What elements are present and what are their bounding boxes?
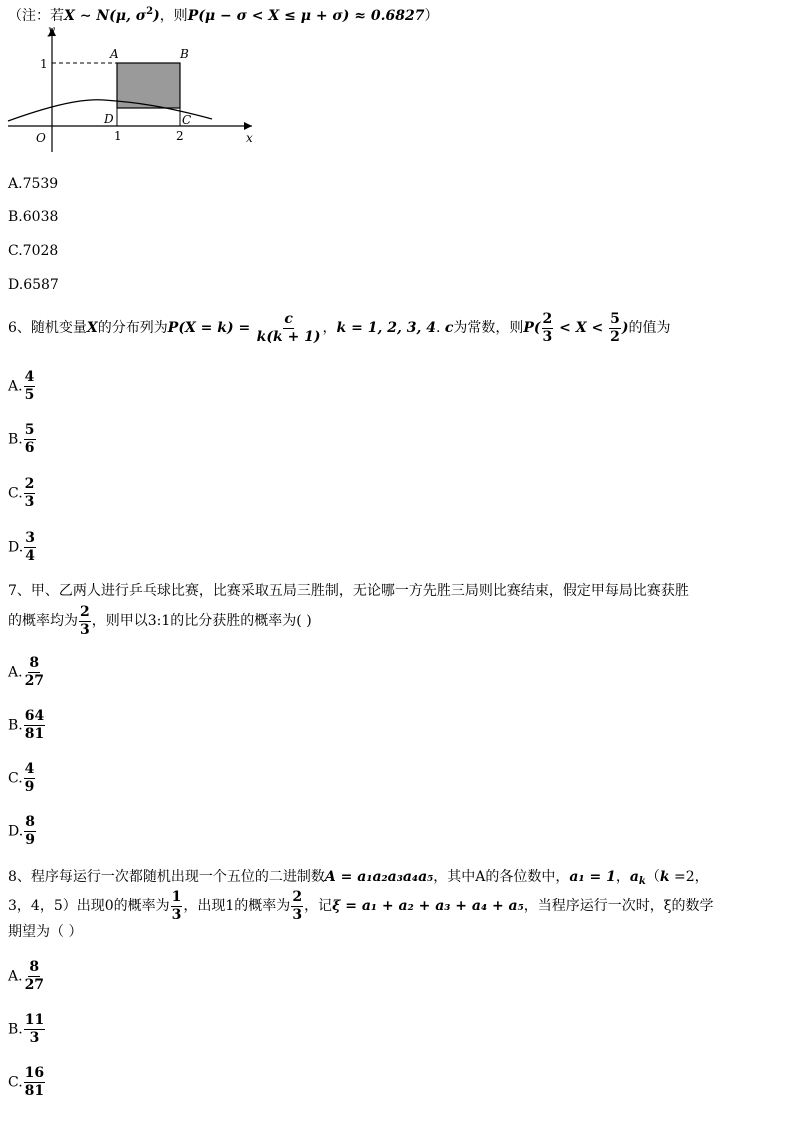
x-label: x [246, 131, 253, 145]
note-prefix: （注：若 [8, 8, 64, 24]
y-label: y [48, 24, 55, 37]
q8-option-a[interactable]: A. $\frac{8}{27}$ [8, 959, 45, 993]
point-a-label: A [110, 47, 119, 61]
note-line [8, 2, 438, 26]
q8-stem-line1: 8、程序每运行一次都随机出现一个五位的二进制数A = a₁a₂a₃a₄a₅，其中A的各位数中，a₁ = 1，$a_k(k =2$， [8, 869, 709, 887]
q5-option-a[interactable]: A.7539 [8, 176, 59, 192]
note-dist-close: ) [153, 8, 160, 24]
note-suffix: ） [424, 8, 439, 24]
q7-stem-line2: 的概率均为 $\frac{2}{3}$ ，则甲以3:1的比分获胜的概率为( ) [8, 603, 312, 638]
x-axis-arrow-icon [244, 122, 252, 130]
q6-frac-main: $\frac{c}{k(k + 1)}$ [256, 310, 321, 345]
point-b-label: B [180, 47, 189, 61]
q6-frac-upper: $\frac{5}{2}$ [610, 310, 620, 345]
q6-option-a[interactable]: A. $\frac{4}{5}$ [8, 369, 35, 403]
q8-option-b[interactable]: B. $\frac{11}{3}$ [8, 1012, 45, 1046]
note-dist: X ∼ N(μ, σ [64, 8, 147, 24]
q6-frac-lower: $\frac{2}{3}$ [542, 310, 553, 345]
q6-option-d[interactable]: D. $\frac{3}{4}$ [8, 530, 35, 564]
point-d-label: D [104, 112, 114, 126]
q6-option-b[interactable]: B. $\frac{5}{6}$ [8, 422, 35, 456]
q5-option-b[interactable]: B.6038 [8, 209, 59, 225]
tick-x2: 2 [176, 129, 184, 143]
note-sq: 2 [146, 6, 154, 17]
q8-stem-line2: 3，4，5）出现0的概率为 $\frac{1}{3}$ ，出现1的概率为 $\frac{2}{3}$ ，记ξ = a₁ + a₂ + a₃ + a₄ + a₅，当程序运行一次时，ξ的数学 [8, 888, 714, 923]
note-prob: P(μ − σ < X ≤ μ + σ) ≈ 0.6827 [187, 8, 425, 24]
q6-option-c[interactable]: C. $\frac{2}{3}$ [8, 476, 35, 510]
normal-curve-figure [4, 24, 264, 152]
q7-stem-line1: 7、甲、乙两人进行乒乓球比赛，比赛采取五局三胜制，无论哪一方先胜三局则比赛结束，假定甲每局比赛获胜 [8, 583, 689, 599]
shaded-region [117, 63, 180, 108]
q8-frac-one: $\frac{2}{3}$ [292, 888, 303, 923]
note-mid: ，则 [159, 8, 188, 24]
q7-option-c[interactable]: C. $\frac{4}{9}$ [8, 761, 35, 795]
q8-option-c[interactable]: C. $\frac{16}{81}$ [8, 1065, 45, 1099]
q7-option-d[interactable]: D. $\frac{8}{9}$ [8, 814, 35, 848]
origin-label: O [36, 131, 46, 145]
q5-option-c[interactable]: C.7028 [8, 243, 59, 259]
q8-frac-zero: $\frac{1}{3}$ [171, 888, 182, 923]
tick-x1: 1 [114, 129, 122, 143]
q7-frac: $\frac{2}{3}$ [80, 603, 90, 638]
q8-stem-line3: 期望为（ ） [8, 924, 83, 940]
tick-y1: 1 [40, 57, 48, 71]
q5-option-d[interactable]: D.6587 [8, 277, 59, 293]
q7-option-a[interactable]: A. $\frac{8}{27}$ [8, 655, 45, 689]
point-c-label: C [182, 113, 192, 127]
q7-option-b[interactable]: B. $\frac{64}{81}$ [8, 708, 45, 742]
q6-stem: 6、随机变量X的分布列为P(X = k) = $\frac{c}{k(k + 1)}$ ，k = 1, 2, 3, 4. c为常数，则P( $\frac{2}{3}$ < X < $\frac{5}{2}$ )的值为 [8, 310, 671, 345]
